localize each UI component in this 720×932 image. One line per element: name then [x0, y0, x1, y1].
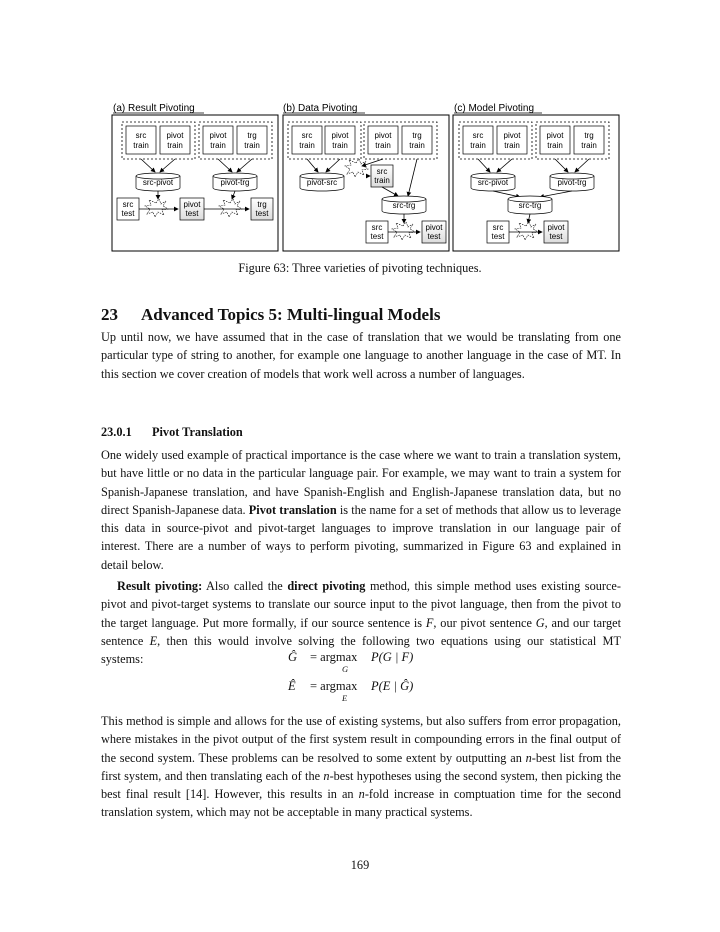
- subsection-heading: [101, 425, 243, 440]
- data-box: [487, 221, 509, 243]
- paragraph-error-propagation: This method is simple and allows for the use of existing systems, but also suffers from error propagation, where mistakes in the pivot output of the first system result in compounding errors in the final output of the second system. These problems can be resolved to some extent by outputting an n-best list from the first system, and then translating each of the n-best hypotheses using the second system, then picking the best final result [14]. However, this results in an n-fold increase in comptuation time for the second translation system, which may not be acceptable in many practical systems.: [101, 714, 621, 820]
- svg-text:train: train: [167, 141, 183, 150]
- svg-text:pivot: pivot: [546, 131, 564, 140]
- svg-text:pivot-trg: pivot-trg: [557, 178, 587, 187]
- svg-text:src: src: [472, 131, 484, 140]
- svg-text:train: train: [581, 141, 597, 150]
- svg-text:pivot: pivot: [425, 223, 443, 232]
- panel-result-pivoting: [112, 103, 278, 251]
- translate-burst-icon: [345, 159, 368, 177]
- data-box: [366, 221, 388, 243]
- model-cylinder: [382, 196, 426, 214]
- model-cylinder: [550, 173, 594, 191]
- svg-text:test: test: [370, 232, 384, 241]
- svg-text:src: src: [301, 131, 313, 140]
- svg-text:pivot: pivot: [209, 131, 227, 140]
- data-box: [126, 126, 156, 154]
- term-result-pivoting: Result pivoting:: [117, 579, 203, 593]
- data-box: [160, 126, 190, 154]
- svg-text:test: test: [549, 232, 563, 241]
- data-box: [463, 126, 493, 154]
- data-box: [180, 198, 204, 220]
- svg-text:src: src: [135, 131, 147, 140]
- data-box: [237, 126, 267, 154]
- data-box: [368, 126, 398, 154]
- svg-text:src-pivot: src-pivot: [477, 178, 509, 187]
- model-cylinder: [508, 196, 552, 214]
- data-box: [422, 221, 446, 243]
- panel-model-pivoting: [453, 103, 619, 251]
- svg-text:src: src: [492, 223, 504, 232]
- panel-data-pivoting: [283, 103, 449, 251]
- svg-text:train: train: [332, 141, 348, 150]
- svg-text:train: train: [299, 141, 315, 150]
- data-box: [544, 221, 568, 243]
- svg-text:src: src: [376, 167, 388, 176]
- svg-text:train: train: [133, 141, 149, 150]
- data-box: [540, 126, 570, 154]
- svg-text:test: test: [185, 209, 199, 218]
- svg-text:train: train: [244, 141, 260, 150]
- data-box: [203, 126, 233, 154]
- svg-text:train: train: [470, 141, 486, 150]
- translate-burst-icon: [515, 222, 538, 240]
- svg-text:trg: trg: [584, 131, 594, 140]
- svg-text:train: train: [375, 141, 391, 150]
- panel-title: (b) Data Pivoting: [283, 103, 358, 114]
- section-title: Advanced Topics 5: Multi-lingual Models: [141, 305, 441, 324]
- svg-text:src: src: [371, 223, 383, 232]
- page-number: 169: [350, 858, 370, 872]
- svg-text:pivot: pivot: [503, 131, 521, 140]
- svg-text:src-trg: src-trg: [392, 201, 416, 210]
- svg-text:train: train: [409, 141, 425, 150]
- svg-text:test: test: [121, 209, 135, 218]
- svg-text:test: test: [427, 232, 441, 241]
- svg-text:src-trg: src-trg: [518, 201, 542, 210]
- svg-text:trg: trg: [257, 200, 267, 209]
- panel-title: (c) Model Pivoting: [454, 103, 535, 114]
- svg-text:pivot-src: pivot-src: [306, 178, 338, 187]
- paragraph-pivot-translation: One widely used example of practical importance is the case where we want to train a translation system, but have little or no data in the particular language pair. For example, we may want to train a system for Spanish-Japanese translation, and have Spanish-English and English-Japanese translation data, but no direct Spanish-Japanese data. Pivot translation is the name for a set of methods that allow us to leverage this data in source-pivot and pivot-target languages to improve translation in our language pair of interest. There are a number of ways to perform pivoting, summarized in Figure 63 and explained in detail below.: [101, 448, 621, 572]
- model-cylinder: [300, 173, 344, 191]
- svg-text:train: train: [547, 141, 563, 150]
- svg-text:train: train: [210, 141, 226, 150]
- figure-caption: Figure 63: Three varieties of pivoting techniques.: [238, 261, 482, 275]
- section-number: 23: [101, 305, 118, 324]
- subsection-number: 23.0.1: [101, 425, 132, 439]
- translate-burst-icon: [219, 199, 242, 217]
- svg-text:src-pivot: src-pivot: [142, 178, 174, 187]
- data-box: [371, 165, 393, 187]
- svg-text:train: train: [374, 176, 390, 185]
- panel-title: (a) Result Pivoting: [113, 103, 195, 114]
- data-box: [574, 126, 604, 154]
- model-cylinder: [136, 173, 180, 191]
- intro-paragraph: Up until now, we have assumed that in the case of translation that we would be translating from one particular type of string to another, for example one language to another language in the case of MT. In this section we cover creation of models that work well across a number of languages.: [101, 330, 621, 381]
- subsection-title: Pivot Translation: [152, 425, 243, 439]
- data-box: [497, 126, 527, 154]
- translate-burst-icon: [392, 222, 415, 240]
- svg-text:test: test: [491, 232, 505, 241]
- data-box: [292, 126, 322, 154]
- svg-text:pivot: pivot: [547, 223, 565, 232]
- model-cylinder: [471, 173, 515, 191]
- svg-text:pivot: pivot: [374, 131, 392, 140]
- svg-text:pivot-trg: pivot-trg: [220, 178, 250, 187]
- svg-text:train: train: [504, 141, 520, 150]
- term-direct-pivoting: direct pivoting: [287, 579, 366, 593]
- svg-text:pivot: pivot: [183, 200, 201, 209]
- svg-text:pivot: pivot: [166, 131, 184, 140]
- data-box: [325, 126, 355, 154]
- translate-burst-icon: [145, 199, 168, 217]
- pivoting-figure: [0, 0, 720, 270]
- term-pivot-translation: Pivot translation: [248, 502, 337, 517]
- section-heading: [101, 305, 440, 325]
- model-cylinder: [213, 173, 257, 191]
- svg-text:test: test: [255, 209, 269, 218]
- svg-text:src: src: [122, 200, 134, 209]
- data-box: [117, 198, 139, 220]
- data-box: [402, 126, 432, 154]
- svg-text:pivot: pivot: [331, 131, 349, 140]
- paragraph-result-pivoting: Result pivoting: Also called the direct pivoting method, this simple method uses existing source-pivot and pivot-target systems to translate our source input to the pivot language, then from the pivot to the target language. Put more formally, if our source sentence is F, our pivot sentence G, and our target sentence E, then this would involve solving the following two equations using our statistical MT systems:: [101, 579, 622, 667]
- svg-text:trg: trg: [412, 131, 422, 140]
- svg-text:trg: trg: [247, 131, 257, 140]
- data-box: [251, 198, 273, 220]
